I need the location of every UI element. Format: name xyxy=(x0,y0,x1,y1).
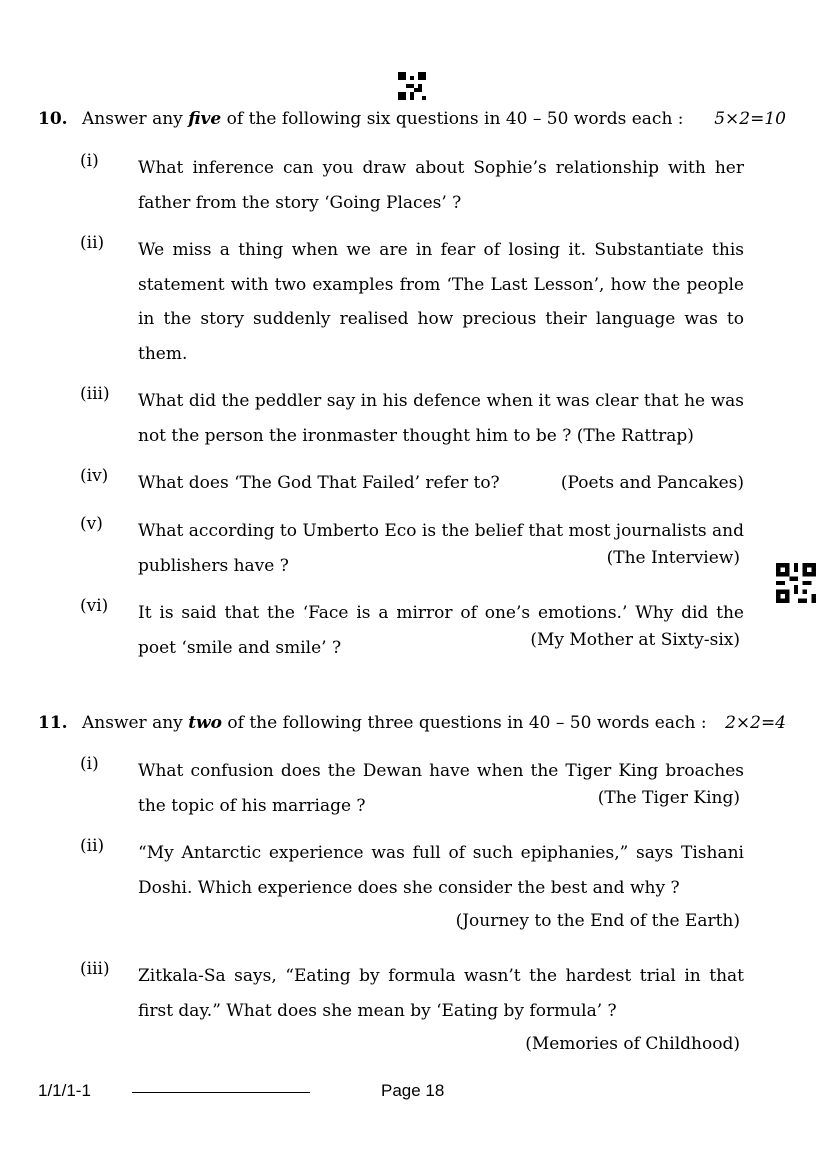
sub-question-11-ii xyxy=(80,836,744,931)
question-marks: 2×2=4 xyxy=(725,713,786,733)
sub-question-text: What confusion does the Dewan have when the Tiger King broaches the topic of his marriage ? xyxy=(138,761,744,816)
paper-code: 1/1/1-1 xyxy=(38,1081,91,1100)
source-reference: (My Mother at Sixty-six) xyxy=(530,630,740,650)
sub-question-10-vi xyxy=(80,596,744,665)
sub-question-text: What according to Umberto Eco is the belief that most journalists and publishers have ? xyxy=(138,521,744,576)
sub-question-number: (iii) xyxy=(80,959,110,979)
sub-question-11-iii xyxy=(80,959,744,1054)
question-marks: 5×2=10 xyxy=(714,109,786,129)
source-reference: (Journey to the End of the Earth) xyxy=(455,911,740,931)
sub-question-10-v xyxy=(80,514,744,583)
source-reference: (Memories of Childhood) xyxy=(525,1034,740,1054)
qr-code-top xyxy=(398,72,426,100)
sub-question-10-iv xyxy=(80,466,744,501)
question-instruction: Answer any two of the following three questions in 40 – 50 words each : xyxy=(82,713,707,733)
sub-question-number: (iv) xyxy=(80,466,109,486)
source-reference: (The Tiger King) xyxy=(597,788,740,808)
sub-question-text: “My Antarctic experience was full of such epiphanies,” says Tishani Doshi. Which experience does she consider the best and why ? xyxy=(138,843,744,898)
sub-question-10-ii xyxy=(80,233,744,371)
sub-question-11-i xyxy=(80,754,744,823)
sub-question-text: What does ‘The God That Failed’ refer to? xyxy=(138,473,500,493)
sub-question-text: We miss a thing when we are in fear of losing it. Substantiate this statement with two examples from ‘The Last Lesson’, how the people in the story suddenly realised how precious their language was to them. xyxy=(138,240,744,364)
qr-code-side xyxy=(776,563,816,603)
sub-question-text: Zitkala-Sa says, “Eating by formula wasn’t the hardest trial in that first day.” What does she mean by ‘Eating by formula’ ? xyxy=(138,966,744,1021)
sub-question-number: (iii) xyxy=(80,384,110,404)
page-number: Page 18 xyxy=(381,1081,445,1100)
footer-rule xyxy=(132,1092,310,1093)
sub-question-10-iii xyxy=(80,384,744,453)
sub-question-number: (v) xyxy=(80,514,103,534)
sub-question-number: (ii) xyxy=(80,233,105,253)
sub-question-text: What inference can you draw about Sophie’s relationship with her father from the story ‘Going Places’ ? xyxy=(138,158,744,213)
sub-question-number: (vi) xyxy=(80,596,109,616)
question-instruction: Answer any five of the following six questions in 40 – 50 words each : xyxy=(82,109,684,129)
question-number: 11. xyxy=(38,713,68,733)
source-reference: (The Interview) xyxy=(606,548,740,568)
source-reference: (Poets and Pancakes) xyxy=(560,473,744,493)
sub-question-10-i xyxy=(80,151,744,220)
sub-question-number: (i) xyxy=(80,754,99,774)
sub-question-text: It is said that the ‘Face is a mirror of one’s emotions.’ Why did the poet ‘smile and smile’ ? xyxy=(138,603,744,658)
sub-question-text: What did the peddler say in his defence when it was clear that he was not the person the ironmaster thought him to be ? (The Rattrap) xyxy=(138,391,744,446)
sub-question-number: (i) xyxy=(80,151,99,171)
question-number: 10. xyxy=(38,109,68,129)
sub-question-number: (ii) xyxy=(80,836,105,856)
